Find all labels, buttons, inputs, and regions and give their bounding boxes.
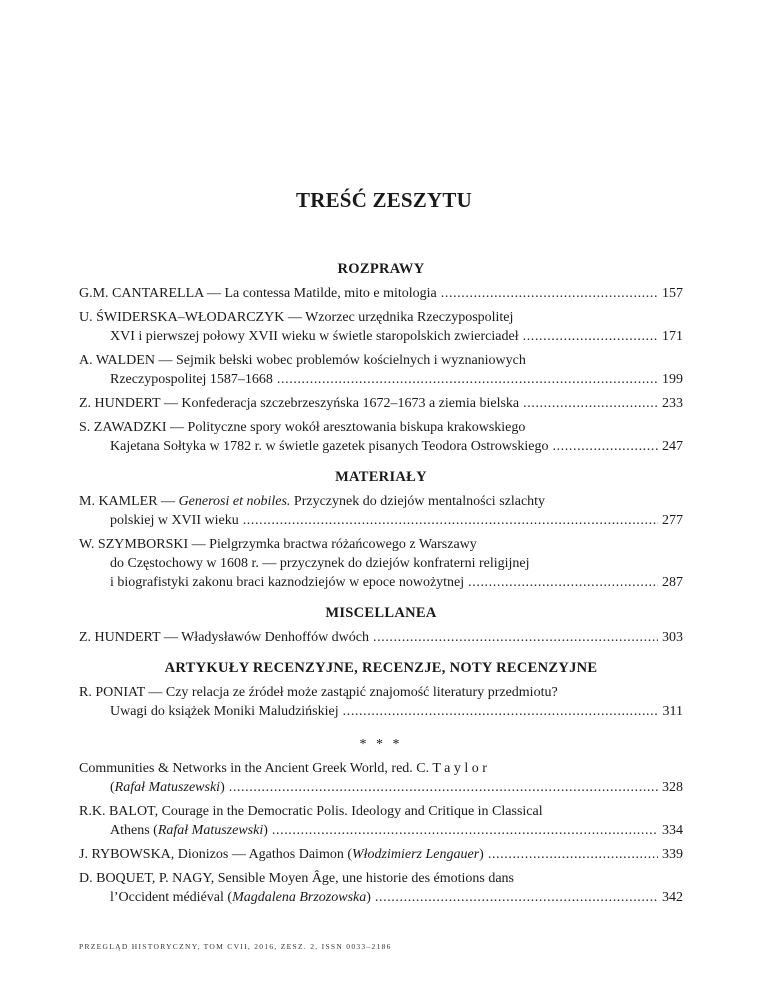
toc-entry-lastline xyxy=(79,845,683,864)
toc-entry-line: W. SZYMBORSKI — Pielgrzymka bractwa różańcowego z Warszawy xyxy=(79,537,477,552)
section-separator: * * * xyxy=(359,737,403,752)
toc-entry-text: Athens (Rafał Matuszewski) xyxy=(110,823,268,838)
dot-leader xyxy=(277,370,658,389)
table-of-contents xyxy=(79,260,683,912)
toc-entry-lastline xyxy=(79,437,683,456)
page-number: 233 xyxy=(662,396,683,411)
toc-entry-lastline xyxy=(79,370,683,389)
page-number: 277 xyxy=(662,513,683,528)
dot-leader xyxy=(552,437,658,456)
page-number: 342 xyxy=(662,890,683,905)
footer-citation: PRZEGLĄD HISTORYCZNY, TOM CVII, 2016, ZESZ. 2, ISSN 0033–2186 xyxy=(79,942,392,951)
toc-entry xyxy=(79,683,683,721)
page-number: 247 xyxy=(662,439,683,454)
toc-entry xyxy=(79,284,683,303)
toc-entry-lastline xyxy=(79,284,683,303)
toc-entry-text: Rzeczypospolitej 1587–1668 xyxy=(110,372,273,387)
section-heading: MATERIAŁY xyxy=(335,469,427,485)
toc-entry-lastline xyxy=(79,778,683,797)
dot-leader xyxy=(441,284,658,303)
toc-entry-text: l’Occident médiéval (Magdalena Brzozowska) xyxy=(110,890,371,905)
toc-entry-text: Uwagi do książek Moniki Maludzińskiej xyxy=(110,704,339,719)
toc-entry-line: R. PONIAT — Czy relacja ze źródeł może zastąpić znajomość literatury przedmiotu? xyxy=(79,685,558,700)
toc-entry-line: A. WALDEN — Sejmik bełski wobec problemów kościelnych i wyznaniowych xyxy=(79,353,526,368)
toc-entry xyxy=(79,802,683,840)
section-heading: ROZPRAWY xyxy=(337,261,425,277)
toc-entry-text: Z. HUNDERT — Władysławów Denhoffów dwóch xyxy=(79,630,370,645)
page-number: 157 xyxy=(662,286,683,301)
toc-entry-lastline xyxy=(79,888,683,907)
section-heading: ARTYKUŁY RECENZYJNE, RECENZJE, NOTY RECENZYJNE xyxy=(164,660,598,676)
dot-leader xyxy=(468,573,658,592)
toc-entry xyxy=(79,535,683,592)
toc-entry-lastline xyxy=(79,821,683,840)
dot-leader xyxy=(375,888,658,907)
dot-leader xyxy=(243,511,658,530)
section-heading: MISCELLANEA xyxy=(325,605,437,621)
toc-entry-lastline xyxy=(79,573,683,592)
page-number: 328 xyxy=(662,780,683,795)
page-number: 311 xyxy=(662,704,683,719)
toc-entry-line: S. ZAWADZKI — Polityczne spory wokół aresztowania biskupa krakowskiego xyxy=(79,420,526,435)
toc-entry xyxy=(79,845,683,864)
toc-entry-line: R.K. BALOT, Courage in the Democratic Polis. Ideology and Critique in Classical xyxy=(79,804,543,819)
toc-entry xyxy=(79,308,683,346)
page-number: 303 xyxy=(662,630,683,645)
dot-leader xyxy=(272,821,658,840)
toc-entry-lastline xyxy=(79,394,683,413)
toc-entry-text: Z. HUNDERT — Konfederacja szczebrzeszyńska 1672–1673 a ziemia bielska xyxy=(79,396,520,411)
toc-entry-lastline xyxy=(79,628,683,647)
toc-entry xyxy=(79,759,683,797)
toc-entry-line: M. KAMLER — Generosi et nobiles. Przyczynek do dziejów mentalności szlachty xyxy=(79,494,546,509)
toc-entry-text: G.M. CANTARELLA — La contessa Matilde, mito e mitologia xyxy=(79,286,437,301)
page-number: 334 xyxy=(662,823,683,838)
toc-entry xyxy=(79,628,683,647)
toc-entry xyxy=(79,394,683,413)
toc-entry-line: D. BOQUET, P. NAGY, Sensible Moyen Âge, une historie des émotions dans xyxy=(79,871,515,886)
toc-entry-text: (Rafał Matuszewski) xyxy=(110,780,225,795)
dot-leader xyxy=(488,845,658,864)
toc-entry xyxy=(79,351,683,389)
toc-entry-line: do Częstochowy w 1608 r. — przyczynek do dziejów konfraterni religijnej xyxy=(110,556,530,571)
page-number: 339 xyxy=(662,847,683,862)
toc-entry-text: Kajetana Sołtyka w 1782 r. w świetle gazetek pisanych Teodora Ostrowskiego xyxy=(110,439,549,454)
toc-entry-text: i biografistyki zakonu braci kaznodziejów w epoce nowożytnej xyxy=(110,575,465,590)
toc-entry xyxy=(79,492,683,530)
page-number: 171 xyxy=(662,329,683,344)
toc-entry-lastline xyxy=(79,327,683,346)
dot-leader xyxy=(523,327,658,346)
toc-entry-text: J. RYBOWSKA, Dionizos — Agathos Daimon (Włodzimierz Lengauer) xyxy=(79,847,484,862)
toc-entry-line: U. ŚWIDERSKA–WŁODARCZYK — Wzorzec urzędnika Rzeczypospolitej xyxy=(79,310,514,325)
toc-entry xyxy=(79,418,683,456)
dot-leader xyxy=(229,778,658,797)
dot-leader xyxy=(523,394,658,413)
toc-entry-text: polskiej w XVII wieku xyxy=(110,513,239,528)
dot-leader xyxy=(343,702,659,721)
toc-entry-text: XVI i pierwszej połowy XVII wieku w świetle staropolskich zwierciadeł xyxy=(110,329,519,344)
page-title: TREŚĆ ZESZYTU xyxy=(296,188,472,212)
dot-leader xyxy=(373,628,658,647)
toc-entry-line: Communities & Networks in the Ancient Greek World, red. C. T a y l o r xyxy=(79,761,487,776)
page-number: 287 xyxy=(662,575,683,590)
toc-entry-lastline xyxy=(79,511,683,530)
toc-entry-lastline xyxy=(79,702,683,721)
page-number: 199 xyxy=(662,372,683,387)
toc-entry xyxy=(79,869,683,907)
